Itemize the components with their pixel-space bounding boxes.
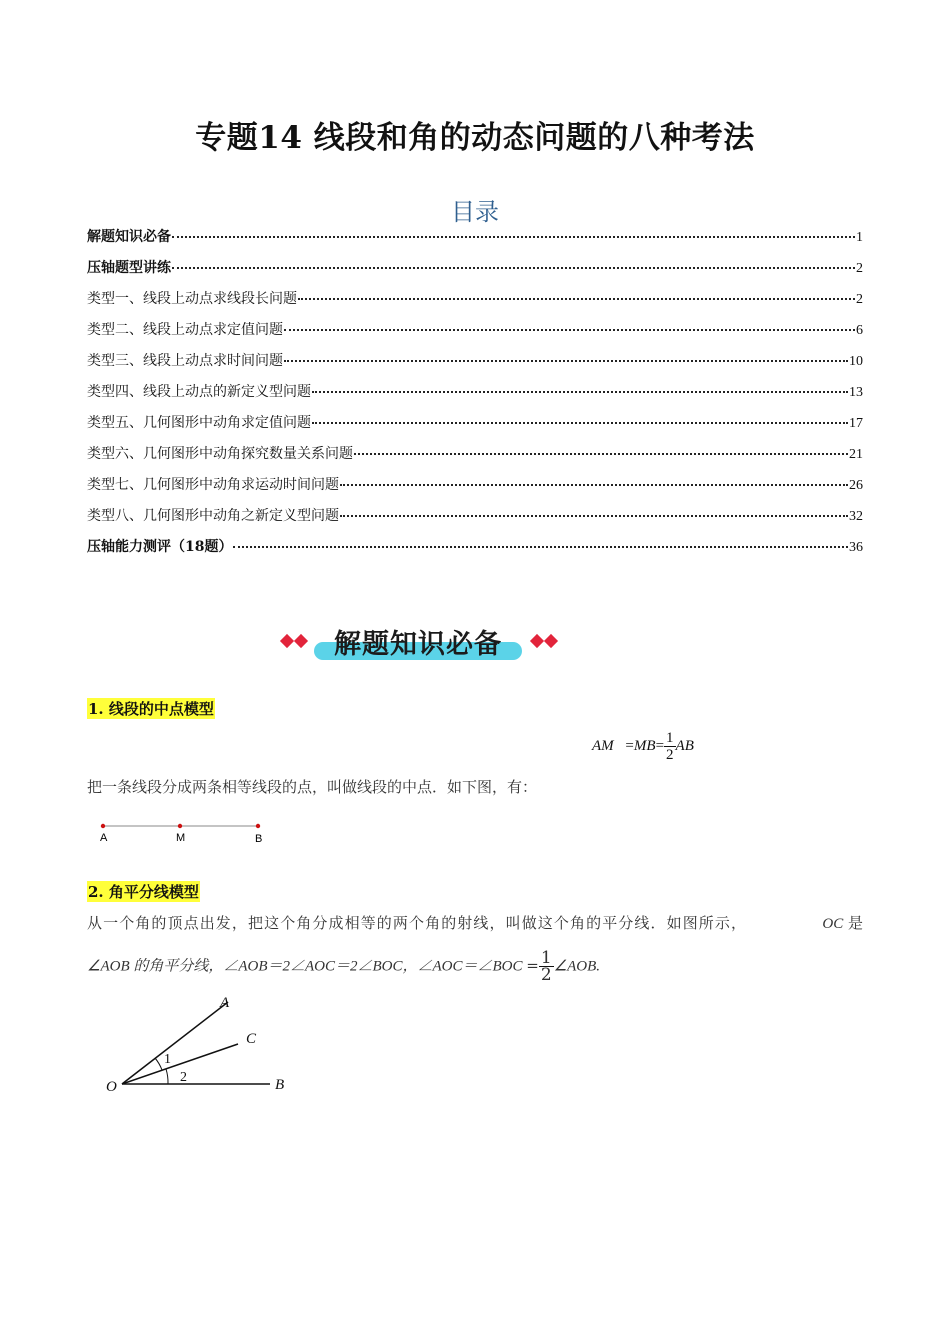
toc-entry-label: 类型二、线段上动点求定值问题 (87, 322, 283, 338)
banner-diamond-icon (294, 634, 308, 648)
toc-leader-dots (312, 422, 848, 424)
toc-entry-page: 32 (849, 509, 863, 524)
angle-relations: ∠AOB 的角平分线，∠AOB＝2∠AOC＝2∠BOC，∠AOC＝∠BOC (87, 958, 527, 975)
angle-1-arc (155, 1058, 162, 1070)
toc-entry-page: 13 (849, 385, 863, 400)
toc-entry[interactable] (87, 536, 863, 567)
toc-entry-label: 解题知识必备 (87, 229, 171, 245)
toc-entry-label: 类型一、线段上动点求线段长问题 (87, 291, 297, 307)
ray-oc-label: OC (822, 916, 844, 932)
midpoint-paragraph: 把一条线段分成两条相等线段的点，叫做线段的中点．如下图，有： (87, 778, 538, 796)
toc-entry-page: 2 (856, 261, 863, 276)
fraction-numerator: 1 (666, 730, 674, 746)
banner-diamond-icon (280, 634, 294, 648)
toc-entry-label: 压轴题型讲练 (87, 260, 171, 276)
toc-entry-page: 6 (856, 323, 863, 338)
toc-entry[interactable] (87, 381, 863, 412)
section-banner (270, 620, 570, 668)
toc-entry[interactable] (87, 350, 863, 381)
toc-entry[interactable] (87, 319, 863, 350)
toc-entry-page: 2 (856, 292, 863, 307)
page-title: 专题14 线段和角的动态问题的八种考法 (195, 120, 755, 156)
toc-entry-label: 类型七、几何图形中动角求运动时间问题 (87, 477, 339, 493)
midpoint-formula (592, 730, 694, 763)
toc-entry-label: 类型三、线段上动点求时间问题 (87, 353, 283, 369)
toc-leader-dots (233, 546, 848, 548)
bisector-paragraph-line2 (87, 950, 600, 983)
toc-entry-label: 压轴能力测评（18题） (87, 539, 233, 555)
point-b-dot (256, 824, 260, 828)
point-a-dot (101, 824, 105, 828)
angle-1-label: 1 (164, 1052, 171, 1067)
toc-entry-page: 1 (856, 230, 863, 245)
figure-label-c: C (246, 1031, 257, 1047)
fraction-one-half (664, 730, 676, 763)
toc-leader-dots (340, 484, 848, 486)
bisector-text: 从一个角的顶点出发，把这个角分成相等的两个角的射线，叫做这个角的平分线．如图所示， (87, 914, 748, 932)
angle-bisector-figure (100, 990, 300, 1100)
toc-entry-page: 36 (849, 540, 863, 555)
bisector-text: 是 (843, 914, 863, 932)
section-heading-midpoint: 1. 线段的中点模型 (88, 700, 214, 718)
figure-label-b: B (275, 1077, 285, 1093)
fraction-denominator: 2 (666, 747, 674, 763)
toc-entry[interactable] (87, 257, 863, 288)
toc-entry[interactable] (87, 474, 863, 505)
angle-2-arc (166, 1069, 168, 1084)
section-heading-bisector: 2. 角平分线模型 (88, 883, 199, 901)
toc-leader-dots (340, 515, 848, 517)
toc-entry[interactable] (87, 443, 863, 474)
toc-leader-dots (354, 453, 848, 455)
angle-2-label: 2 (180, 1070, 187, 1085)
toc-entry-page: 17 (849, 416, 863, 431)
toc-entry-label: 类型八、几何图形中动角之新定义型问题 (87, 508, 339, 524)
banner-text: 解题知识必备 (334, 629, 502, 660)
banner-diamond-icon (544, 634, 558, 648)
toc-leader-dots (298, 298, 855, 300)
angle-aob: ∠AOB. (553, 958, 601, 975)
toc-entry-page: 26 (849, 478, 863, 493)
figure-label-a: A (220, 995, 230, 1011)
toc-leader-dots (284, 360, 848, 362)
table-of-contents (87, 226, 863, 567)
formula-equals: = (655, 737, 665, 754)
fraction-one-half (539, 950, 554, 983)
toc-leader-dots (172, 267, 855, 269)
figure-label-o: O (106, 1079, 117, 1095)
banner-diamond-icon (530, 634, 544, 648)
toc-leader-dots (172, 236, 855, 238)
formula-term: AB (675, 737, 694, 754)
toc-entry[interactable] (87, 505, 863, 536)
toc-entry[interactable] (87, 288, 863, 319)
formula-term: MB (633, 737, 656, 754)
point-b-label: B (255, 833, 263, 845)
point-a-label: A (100, 832, 108, 844)
formula-equals: = (526, 956, 539, 975)
toc-entry[interactable] (87, 412, 863, 443)
toc-entry-label: 类型四、线段上动点的新定义型问题 (87, 384, 311, 400)
toc-entry-page: 10 (849, 354, 863, 369)
fraction-numerator: 1 (540, 948, 552, 968)
toc-leader-dots (284, 329, 855, 331)
toc-entry-page: 21 (849, 447, 863, 462)
point-m-label: M (176, 832, 186, 844)
toc-entry[interactable] (87, 226, 863, 257)
toc-heading: 目录 (451, 198, 499, 226)
midpoint-figure (90, 814, 280, 850)
ray-oa (122, 1002, 228, 1084)
toc-entry-label: 类型六、几何图形中动角探究数量关系问题 (87, 446, 353, 462)
fraction-denominator: 2 (540, 965, 552, 985)
formula-term: AM (592, 737, 614, 754)
toc-entry-label: 类型五、几何图形中动角求定值问题 (87, 415, 311, 431)
bisector-paragraph-line1 (87, 912, 863, 933)
point-m-dot (178, 824, 182, 828)
toc-leader-dots (312, 391, 848, 393)
formula-equals: = (625, 737, 634, 754)
